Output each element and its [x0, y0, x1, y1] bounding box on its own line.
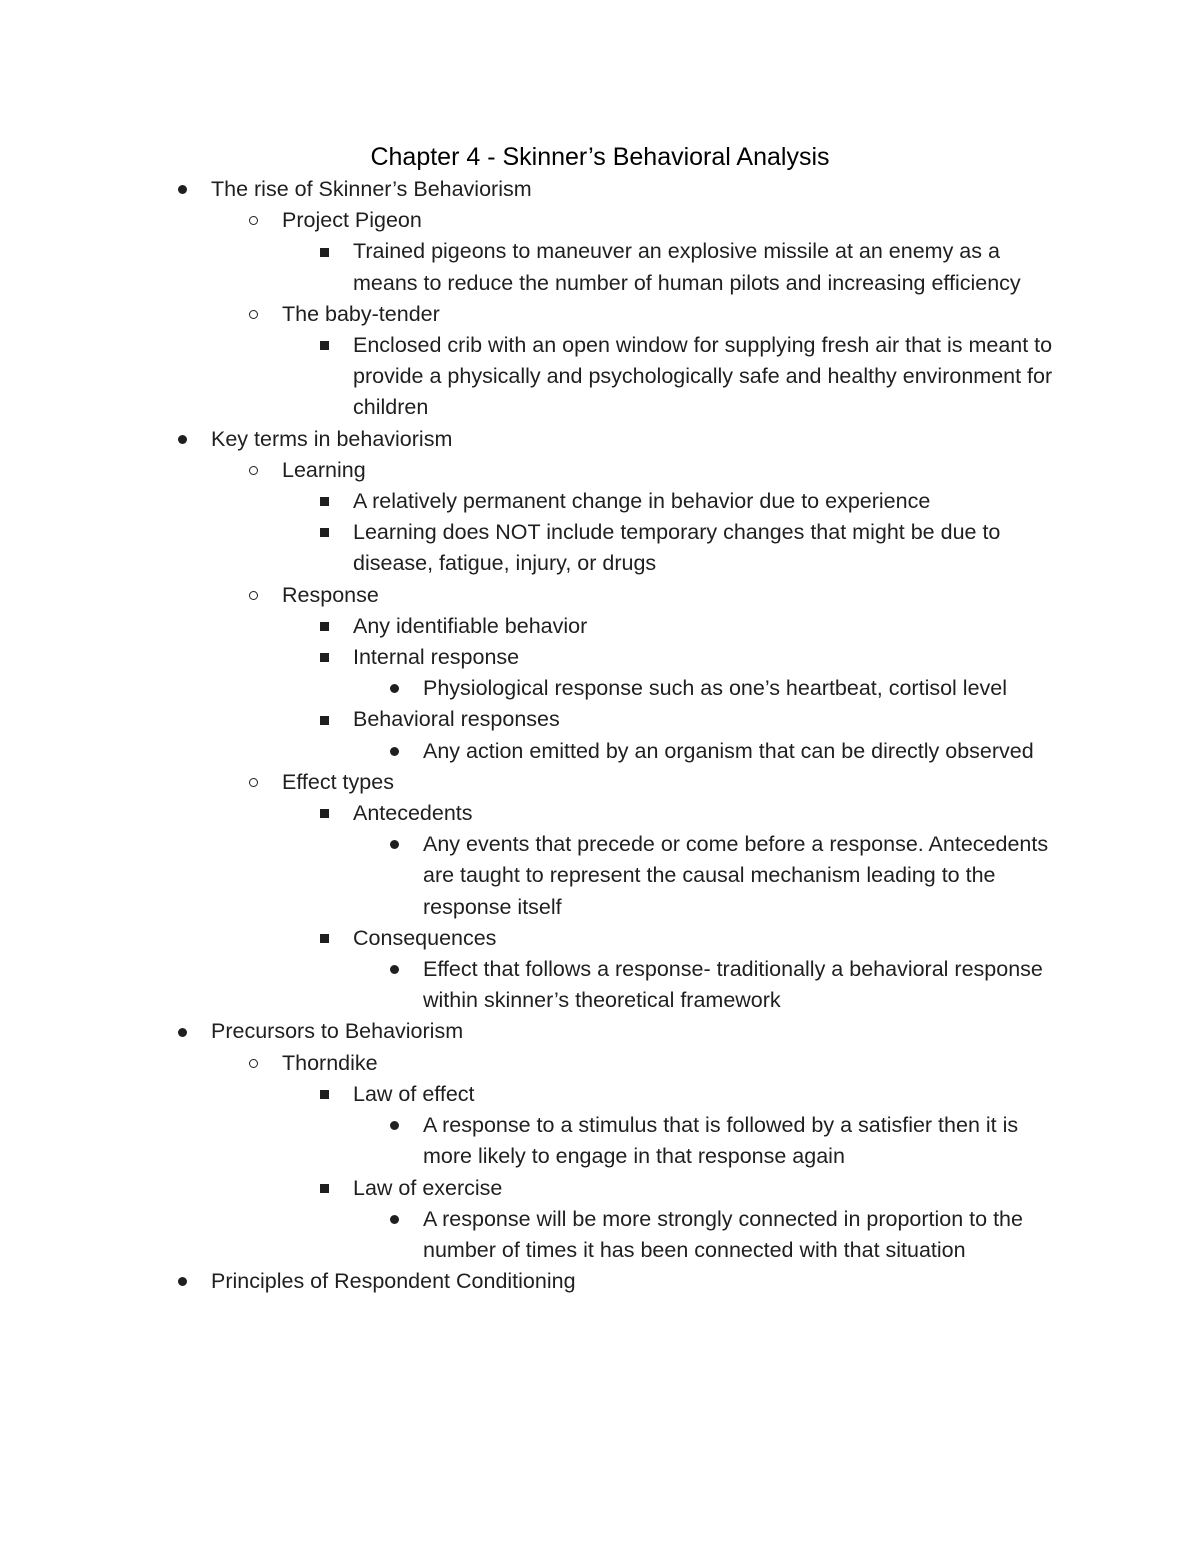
list-item-level-2	[353, 923, 1053, 954]
list-item-level-2	[353, 1079, 1053, 1110]
list-item-level-0	[211, 1016, 1051, 1047]
bullet-square-icon	[314, 798, 334, 829]
list-item-text: Precursors to Behaviorism	[211, 1019, 464, 1044]
list-item-level-3	[423, 829, 1063, 923]
list-item-text: A response will be more strongly connected in proportion to the number of times it has been connected with that situation	[423, 1206, 1023, 1262]
bullet-square-icon	[314, 1079, 334, 1110]
list-item-text: Thorndike	[282, 1050, 378, 1075]
list-item-text: Effect types	[282, 769, 394, 794]
list-item-level-2	[353, 517, 1053, 579]
list-item-text: A response to a stimulus that is followed by a satisfier then it is more likely to engage in that response again	[423, 1113, 1019, 1169]
bullet-dot-icon	[384, 673, 404, 704]
list-item-text: Learning does NOT include temporary changes that might be due to disease, fatigue, injury, or drugs	[353, 520, 1001, 576]
list-item-text: Enclosed crib with an open window for supplying fresh air that is meant to provide a physically and psychologically safe and healthy environment for children	[353, 333, 1053, 420]
list-item-text: Behavioral responses	[353, 707, 560, 732]
bullet-dot-icon	[172, 1016, 192, 1047]
bullet-dot-icon	[384, 736, 404, 767]
list-item-level-1	[282, 205, 1052, 236]
bullet-dot-icon	[384, 1110, 404, 1141]
bullet-square-icon	[314, 517, 334, 548]
page-title: Chapter 4 - Skinner’s Behavioral Analysis	[370, 143, 830, 171]
list-item-text: Learning	[282, 457, 366, 482]
bullet-dot-icon	[172, 424, 192, 455]
list-item-level-2	[353, 704, 1053, 735]
bullet-square-icon	[314, 611, 334, 642]
list-item-level-2	[353, 611, 1053, 642]
list-item-text: Antecedents	[353, 801, 473, 826]
list-item-level-2	[353, 1173, 1053, 1204]
list-item-text: Any events that precede or come before a response. Antecedents are taught to represent the causal mechanism leading to the response itself	[423, 832, 1049, 919]
list-item-level-1	[282, 455, 1052, 486]
list-item-text: Law of effect	[353, 1081, 475, 1106]
list-item-text: Physiological response such as one’s heartbeat, cortisol level	[423, 676, 1008, 701]
bullet-dot-icon	[384, 1204, 404, 1235]
list-item-text: Key terms in behaviorism	[211, 426, 453, 451]
bullet-dot-icon	[384, 954, 404, 985]
list-item-level-3	[423, 1110, 1063, 1172]
list-item-level-0	[211, 174, 1051, 205]
bullet-ring-icon	[243, 299, 263, 330]
list-item-text: Project Pigeon	[282, 208, 422, 233]
list-item-level-1	[282, 767, 1052, 798]
list-item-level-2	[353, 642, 1053, 673]
bullet-ring-icon	[243, 205, 263, 236]
list-item-text: Any action emitted by an organism that can be directly observed	[423, 738, 1034, 763]
list-item-text: Response	[282, 582, 379, 607]
list-item-level-1	[282, 580, 1052, 611]
list-item-level-3	[423, 954, 1063, 1016]
bullet-dot-icon	[172, 1266, 192, 1297]
list-item-text: Any identifiable behavior	[353, 613, 588, 638]
bullet-square-icon	[314, 923, 334, 954]
list-item-text: Trained pigeons to maneuver an explosive missile at an enemy as a means to reduce the number of human pilots and increasing efficiency	[353, 239, 1021, 295]
list-item-level-3	[423, 1204, 1063, 1266]
bullet-ring-icon	[243, 580, 263, 611]
list-item-text: The rise of Skinner’s Behaviorism	[211, 177, 532, 201]
list-item-text: Law of exercise	[353, 1175, 503, 1200]
list-item-text: Internal response	[353, 645, 520, 670]
list-item-level-2	[353, 798, 1053, 829]
bullet-dot-icon	[172, 174, 192, 205]
bullet-ring-icon	[243, 1048, 263, 1079]
list-item-text: Consequences	[353, 925, 497, 950]
list-item-level-3	[423, 673, 1063, 704]
bullet-square-icon	[314, 236, 334, 267]
bullet-ring-icon	[243, 767, 263, 798]
bullet-square-icon	[314, 704, 334, 735]
list-item-level-0	[211, 1266, 1051, 1297]
list-item-text: A relatively permanent change in behavior due to experience	[353, 489, 931, 514]
list-item-level-2	[353, 486, 1053, 517]
list-item-text: The baby-tender	[282, 301, 440, 326]
bullet-square-icon	[314, 486, 334, 517]
bullet-square-icon	[314, 642, 334, 673]
list-item-level-2	[353, 236, 1053, 298]
bullet-dot-icon	[384, 829, 404, 860]
list-item-level-3	[423, 736, 1063, 767]
outline-list	[0, 174, 1200, 1297]
list-item-text: Principles of Respondent Conditioning	[211, 1269, 576, 1294]
list-item-level-1	[282, 299, 1052, 330]
bullet-square-icon	[314, 330, 334, 361]
list-item-text: Effect that follows a response- traditionally a behavioral response within skinner’s theoretical framework	[423, 957, 1043, 1013]
bullet-ring-icon	[243, 455, 263, 486]
list-item-level-2	[353, 330, 1053, 424]
list-item-level-1	[282, 1048, 1052, 1079]
bullet-square-icon	[314, 1173, 334, 1204]
list-item-level-0	[211, 424, 1051, 455]
